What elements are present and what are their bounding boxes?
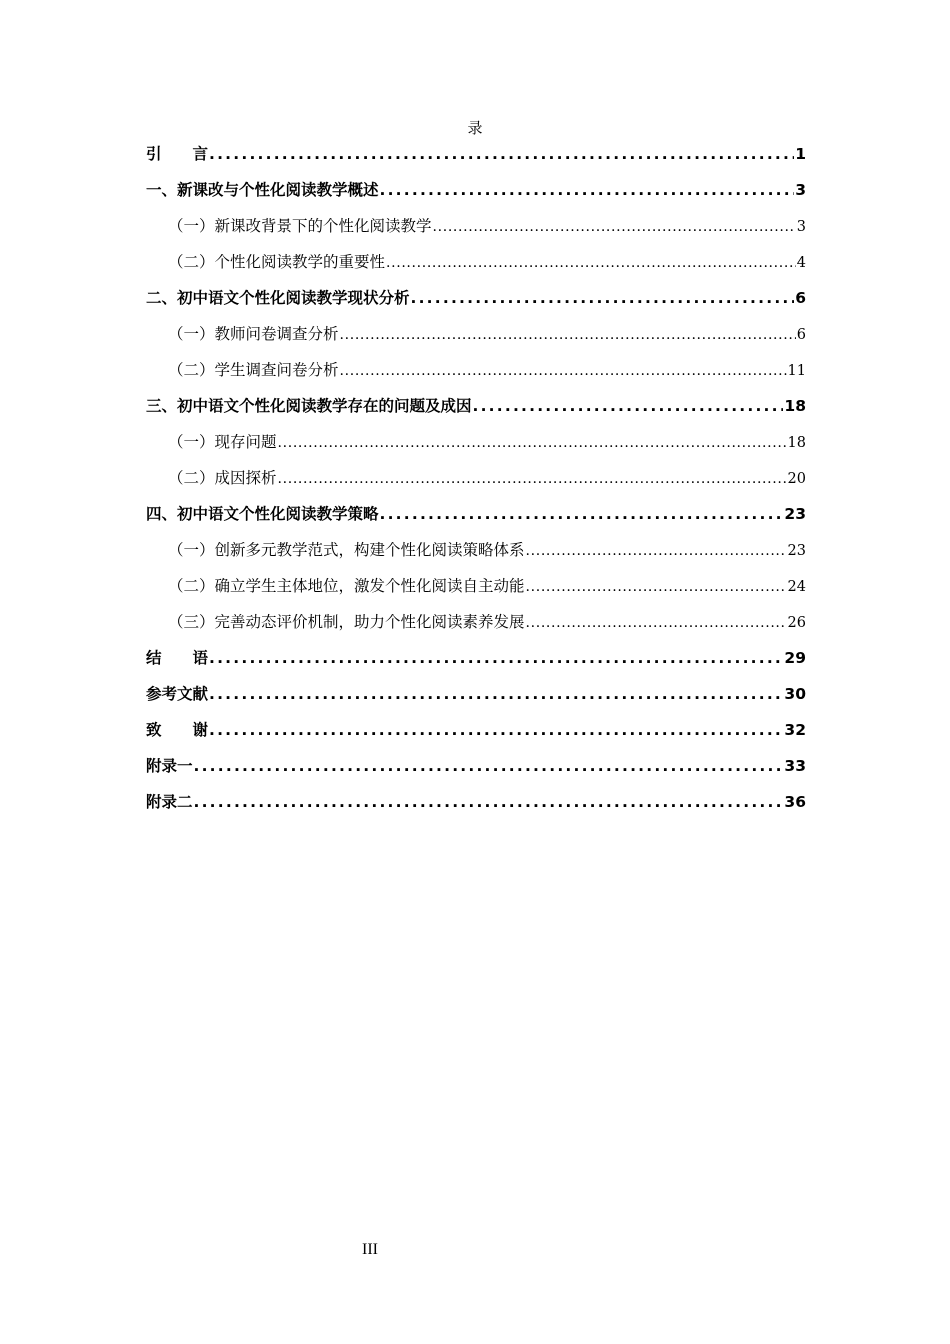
toc-entry[interactable]: [146, 790, 806, 826]
toc-entry-page-number: 30: [784, 685, 806, 703]
toc-dot-leader: [194, 754, 784, 778]
toc-dot-leader: [278, 430, 787, 455]
toc-entry[interactable]: [146, 610, 806, 646]
toc-entry[interactable]: [146, 394, 806, 430]
toc-entry[interactable]: [146, 214, 806, 250]
toc-entry-page-number: 3: [795, 181, 806, 199]
toc-entry-title: 三、初中语文个性化阅读教学存在的问题及成因: [146, 397, 472, 415]
toc-dot-leader: [380, 178, 795, 202]
toc-entry[interactable]: [146, 754, 806, 790]
toc-heading: 录: [467, 119, 483, 137]
toc-entry-page-number: 4: [796, 255, 806, 271]
toc-entry-page-number: 23: [787, 543, 806, 559]
toc-entry[interactable]: [146, 718, 806, 754]
toc-dot-leader: [526, 610, 787, 635]
toc-entry-title: 参考文献: [146, 685, 209, 703]
toc-entry-page-number: 36: [784, 793, 806, 811]
toc-entry-page-number: 20: [787, 471, 806, 487]
toc-entry-title: 附录一: [146, 757, 193, 775]
toc-dot-leader: [386, 250, 796, 275]
toc-entry-title: （二）学生调查问卷分析: [168, 361, 339, 379]
toc-entry-page-number: 11: [787, 363, 806, 379]
toc-entry-page-number: 18: [787, 435, 806, 451]
toc-entry[interactable]: [146, 286, 806, 322]
toc-entry-page-number: 26: [787, 615, 806, 631]
toc-entry-page-number: 24: [787, 579, 806, 595]
toc-entry-title: 二、初中语文个性化阅读教学现状分析: [146, 289, 410, 307]
toc-entry-title: （一）创新多元教学范式，构建个性化阅读策略体系: [168, 541, 525, 559]
toc-entry[interactable]: [146, 538, 806, 574]
toc-entry[interactable]: [146, 682, 806, 718]
toc-entry-page-number: 6: [796, 327, 806, 343]
toc-entry-title: （三）完善动态评价机制，助力个性化阅读素养发展: [168, 613, 525, 631]
toc-entry-title: （一）新课改背景下的个性化阅读教学: [168, 217, 432, 235]
toc-entry[interactable]: [146, 430, 806, 466]
toc-entry-page-number: 6: [795, 289, 806, 307]
toc-entry[interactable]: [146, 646, 806, 682]
toc-dot-leader: [209, 682, 783, 706]
toc-entry-page-number: 3: [796, 219, 806, 235]
toc-entry-title: 结 语: [146, 649, 209, 667]
toc-entry-page-number: 29: [784, 649, 806, 667]
toc-entry-page-number: 32: [784, 721, 806, 739]
toc-entry-title: （一）现存问题: [168, 433, 277, 451]
toc-entry-page-number: 33: [784, 757, 806, 775]
toc-dot-leader: [380, 502, 784, 526]
toc-dot-leader: [411, 286, 795, 310]
toc-dot-leader: [209, 718, 783, 742]
toc-dot-leader: [340, 322, 796, 347]
page-number: III: [362, 1241, 378, 1258]
toc-dot-leader: [433, 214, 796, 239]
toc-entry[interactable]: [146, 466, 806, 502]
toc-entry-title: 一、新课改与个性化阅读教学概述: [146, 181, 379, 199]
toc-dot-leader: [209, 142, 794, 166]
toc-entry-title: （二）个性化阅读教学的重要性: [168, 253, 386, 271]
toc-entry-title: （二）确立学生主体地位，激发个性化阅读自主动能: [168, 577, 525, 595]
toc-entry-title: 致 谢: [146, 721, 209, 739]
toc-entry-page-number: 1: [795, 145, 806, 163]
toc-entry-title: 四、初中语文个性化阅读教学策略: [146, 505, 379, 523]
toc-entry-title: 引 言: [146, 145, 209, 163]
toc-entry-title: 附录二: [146, 793, 193, 811]
toc-dot-leader: [526, 538, 787, 563]
toc-dot-leader: [278, 466, 787, 491]
toc-entry-page-number: 23: [784, 505, 806, 523]
toc-entry-title: （一）教师问卷调查分析: [168, 325, 339, 343]
toc-entry-title: （二）成因探析: [168, 469, 277, 487]
toc-entry[interactable]: [146, 178, 806, 214]
toc-entry[interactable]: [146, 502, 806, 538]
toc-entry[interactable]: [146, 574, 806, 610]
toc-entry[interactable]: [146, 142, 806, 178]
toc-dot-leader: [194, 790, 784, 814]
toc-entry[interactable]: [146, 358, 806, 394]
toc-entry[interactable]: [146, 322, 806, 358]
toc-entry-page-number: 18: [784, 397, 806, 415]
toc-dot-leader: [209, 646, 783, 670]
toc-dot-leader: [340, 358, 787, 383]
toc-dot-leader: [526, 574, 787, 599]
toc-entry[interactable]: [146, 250, 806, 286]
table-of-contents: [146, 142, 806, 826]
toc-dot-leader: [473, 394, 784, 418]
